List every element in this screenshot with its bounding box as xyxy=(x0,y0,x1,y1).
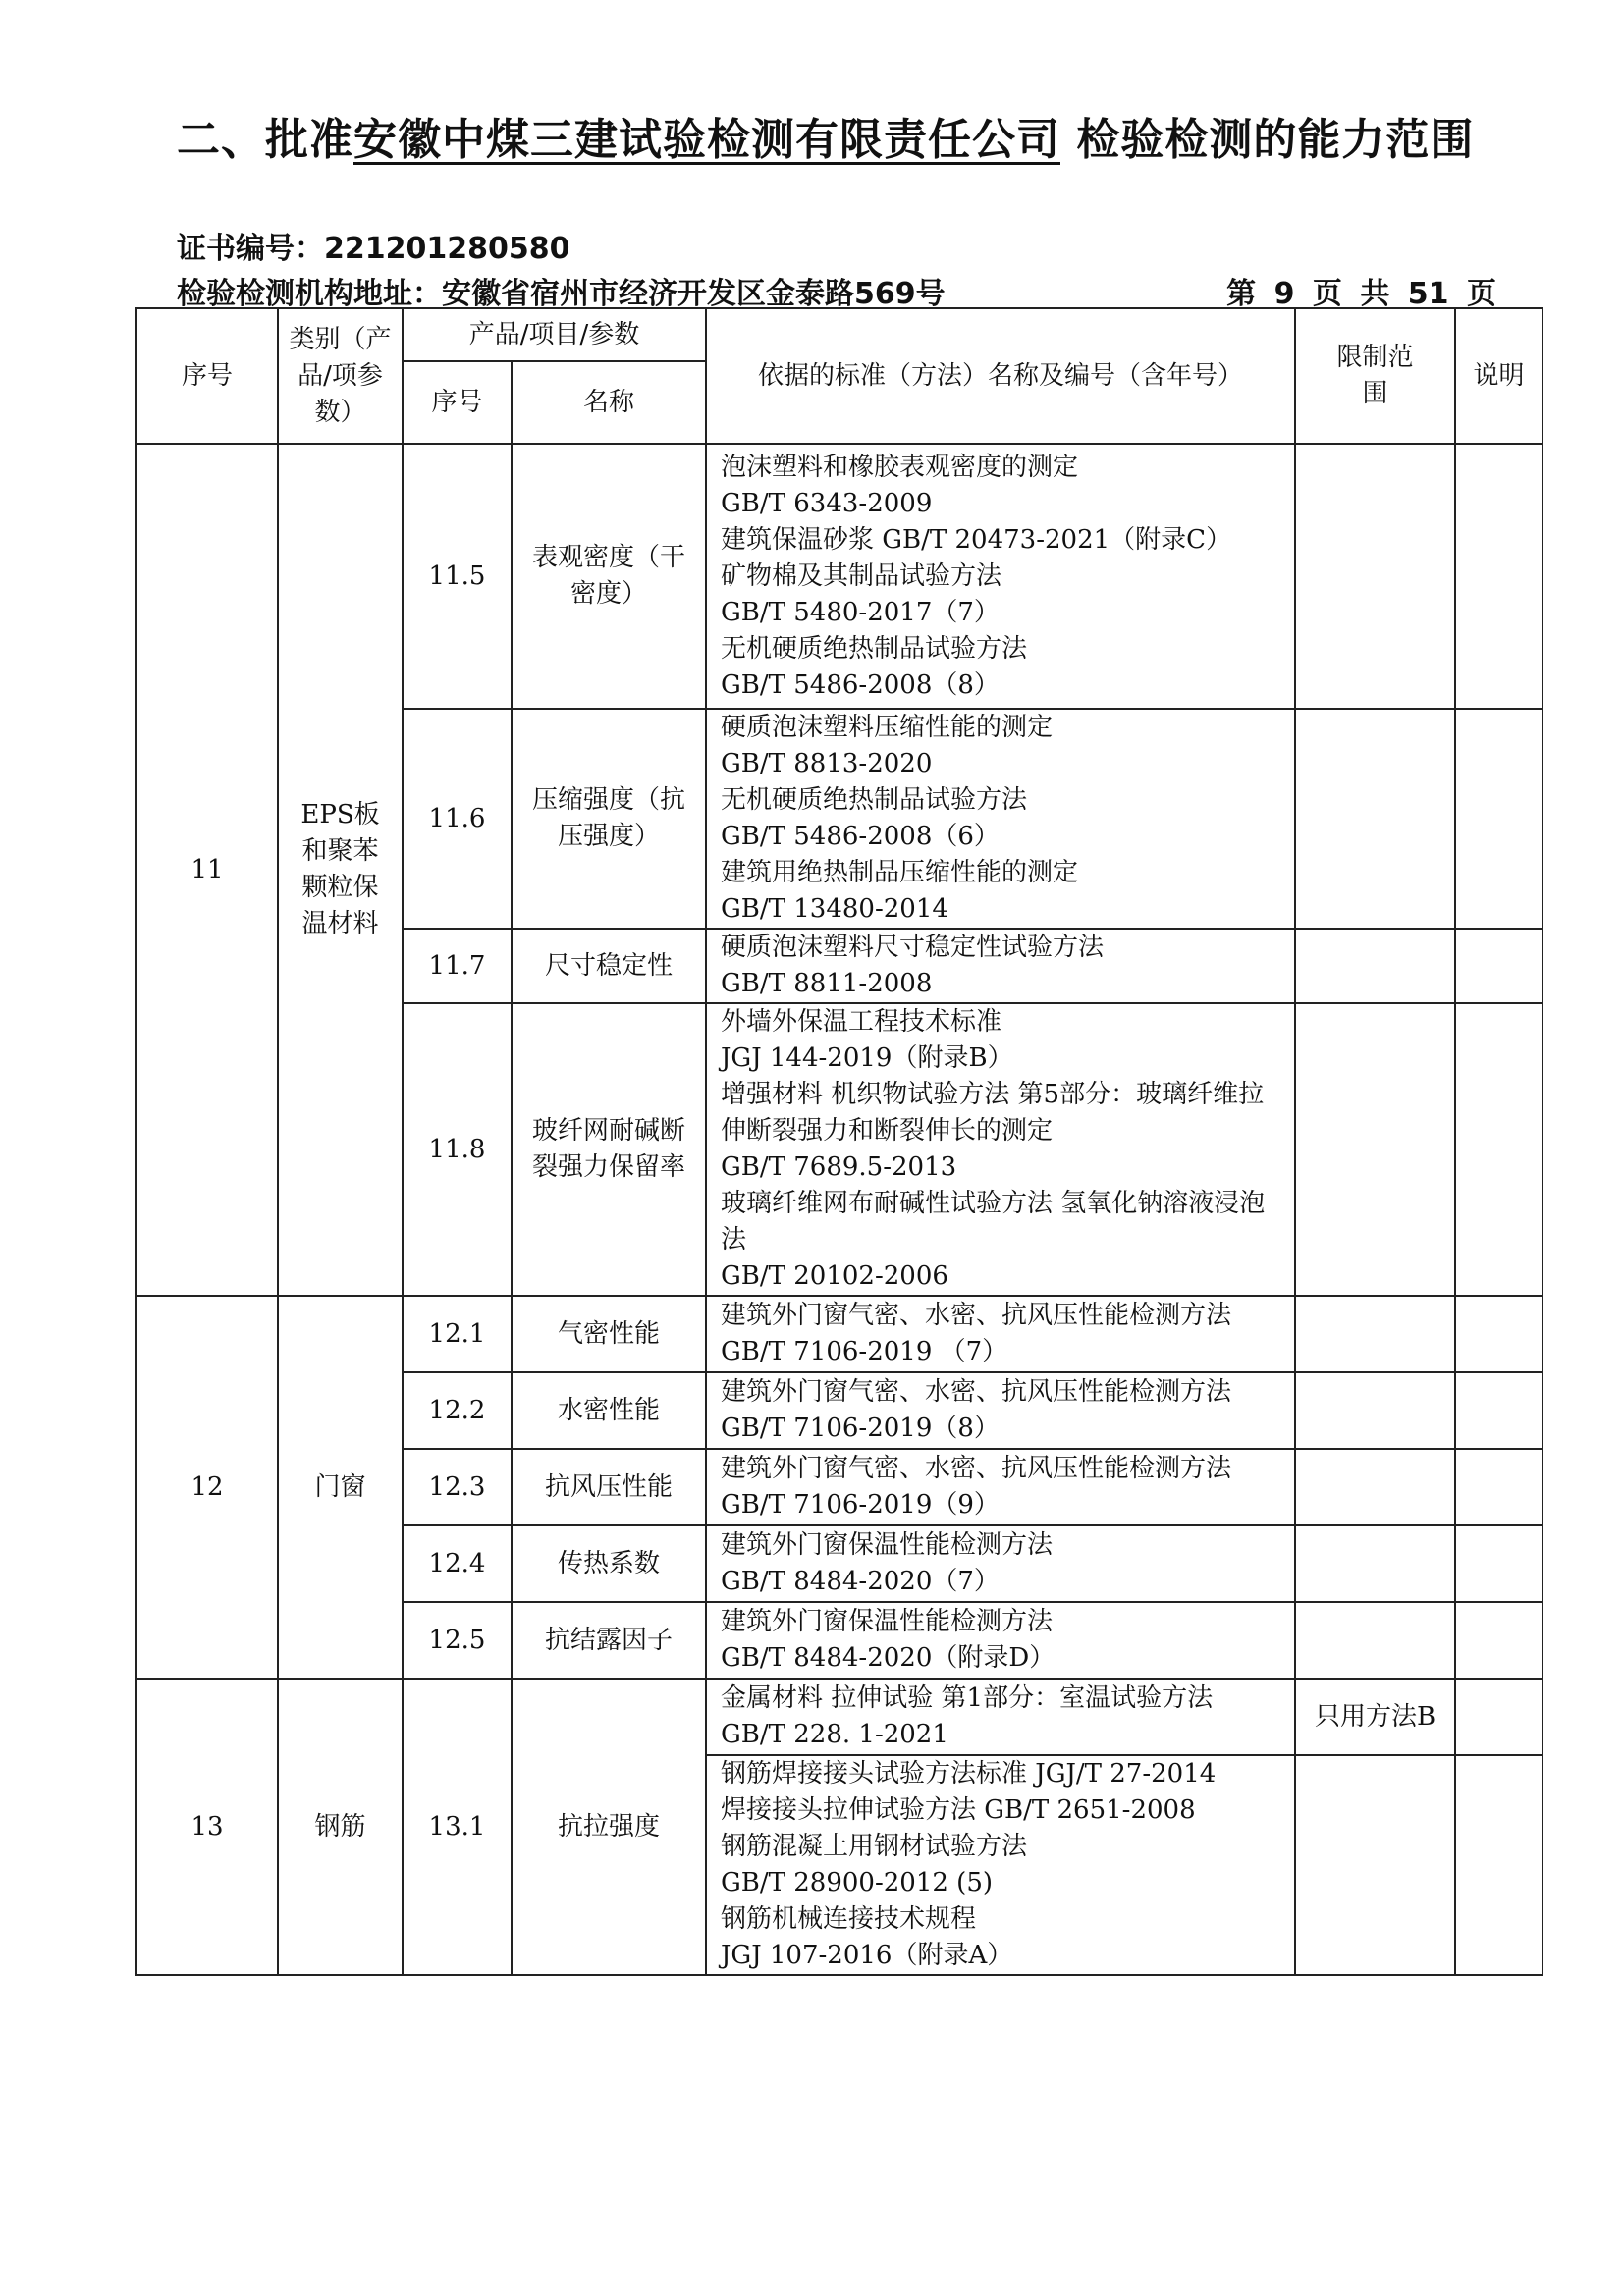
standard-line: 建筑用绝热制品压缩性能的测定 xyxy=(721,858,1079,887)
title-prefix: 二、批准 xyxy=(177,115,353,165)
title-organization: 安徽中煤三建试验检测有限责任公司 xyxy=(353,115,1060,165)
group-seq: 13 xyxy=(136,1679,278,1975)
limit-cell xyxy=(1295,1003,1455,1296)
address-value: 安徽省宿州市经济开发区金泰路569号 xyxy=(442,277,946,311)
page-title xyxy=(177,104,1551,167)
sub-seq: 12.2 xyxy=(403,1372,512,1449)
item-name: 气密性能 xyxy=(512,1296,706,1372)
standard-cell xyxy=(706,929,1295,1003)
sub-seq: 12.1 xyxy=(403,1296,512,1372)
limit-cell xyxy=(1295,1602,1455,1679)
limit-cell xyxy=(1295,1372,1455,1449)
header-sub-seq: 序号 xyxy=(403,361,512,444)
limit-cell xyxy=(1295,1449,1455,1525)
note-cell xyxy=(1455,1755,1543,1975)
sub-seq: 13.1 xyxy=(403,1679,512,1975)
address-line xyxy=(177,269,946,312)
note-cell xyxy=(1455,1296,1543,1372)
standard-line: 泡沫塑料和橡胶表观密度的测定 xyxy=(721,452,1079,482)
limit-cell xyxy=(1295,444,1455,709)
standard-cell xyxy=(706,1602,1295,1679)
header-standard: 依据的标准（方法）名称及编号（含年号） xyxy=(706,308,1295,444)
note-cell xyxy=(1455,1372,1543,1449)
standard-line: 无机硬质绝热制品试验方法 xyxy=(721,785,1028,815)
standard-line: 建筑外门窗保温性能检测方法 xyxy=(721,1530,1054,1560)
standard-cell: 建筑外门窗气密、水密、抗风压性能检测方法 GB/T 7106-2019 （7） xyxy=(706,1296,1295,1372)
header-category: 类别（产品/项参数） xyxy=(278,308,403,444)
note-cell xyxy=(1455,1449,1543,1525)
capability-table xyxy=(135,307,1543,1976)
certificate-number: 221201280580 xyxy=(324,232,570,266)
header-name: 名称 xyxy=(512,361,706,444)
limit-cell xyxy=(1295,929,1455,1003)
standard-cell: 建筑外门窗气密、水密、抗风压性能检测方法 GB/T 7106-2019（9） xyxy=(706,1449,1295,1525)
limit-cell xyxy=(1295,1755,1455,1975)
group-seq: 11 xyxy=(136,444,278,1296)
note-cell xyxy=(1455,929,1543,1003)
item-name: 表观密度（干密度） xyxy=(512,444,706,709)
standard-line: GB/T 28900-2012 (5) xyxy=(721,1868,993,1897)
standard-line: GB/T 5486-2008（6） xyxy=(721,822,1000,851)
sub-seq: 11.5 xyxy=(403,444,512,709)
standard-cell xyxy=(706,444,1295,709)
standard-line: JGJ 107-2016（附录A） xyxy=(721,1941,1013,1970)
table-row xyxy=(136,1296,1543,1372)
standard-line: 无机硬质绝热制品试验方法 xyxy=(721,633,1028,664)
address-label: 检验检测机构地址： xyxy=(177,277,442,311)
standard-line: GB/T 20102-2006 xyxy=(721,1261,948,1291)
standard-line: GB/T 8813-2020 xyxy=(721,749,933,778)
note-cell xyxy=(1455,1602,1543,1679)
standard-cell xyxy=(706,1003,1295,1296)
standard-cell xyxy=(706,1755,1295,1975)
standard-line: GB/T 13480-2014 xyxy=(721,894,948,924)
sub-seq: 11.8 xyxy=(403,1003,512,1296)
standard-cell: 金属材料 拉伸试验 第1部分：室温试验方法 GB/T 228. 1-2021 xyxy=(706,1679,1295,1755)
standard-line: GB/T 8484-2020（7） xyxy=(721,1567,1000,1596)
note-cell xyxy=(1455,444,1543,709)
standard-cell xyxy=(706,709,1295,929)
standard-line: 外墙外保温工程技术标准 xyxy=(721,1007,1002,1037)
sub-seq: 12.4 xyxy=(403,1525,512,1602)
note-cell xyxy=(1455,709,1543,929)
standard-cell: 建筑外门窗气密、水密、抗风压性能检测方法 GB/T 7106-2019（8） xyxy=(706,1372,1295,1449)
limit-cell: 只用方法B xyxy=(1295,1679,1455,1755)
sub-seq: 12.5 xyxy=(403,1602,512,1679)
item-name: 压缩强度（抗压强度） xyxy=(512,709,706,929)
standard-line: GB/T 5480-2017（7） xyxy=(721,597,1000,627)
standard-line: GB/T 6343-2009 xyxy=(721,488,933,518)
standard-line: 增强材料 机织物试验方法 第5部分：玻璃纤维拉伸断裂强力和断裂伸长的测定 xyxy=(721,1080,1265,1146)
standard-line: 玻璃纤维网布耐碱性试验方法 氢氧化钠溶液浸泡法 xyxy=(721,1189,1266,1255)
item-name: 抗拉强度 xyxy=(512,1679,706,1975)
sub-seq: 11.7 xyxy=(403,929,512,1003)
sub-seq: 11.6 xyxy=(403,709,512,929)
note-cell xyxy=(1455,1003,1543,1296)
note-cell xyxy=(1455,1525,1543,1602)
item-name: 抗风压性能 xyxy=(512,1449,706,1525)
limit-cell xyxy=(1295,709,1455,929)
header-seq: 序号 xyxy=(136,308,278,444)
page-info: 第 9 页 共 51 页 xyxy=(1226,277,1496,311)
standard-line: GB/T 7689.5-2013 xyxy=(721,1152,957,1182)
table-row xyxy=(136,444,1543,709)
title-suffix: 检验检测的能力范围 xyxy=(1076,115,1475,165)
header-note: 说明 xyxy=(1455,308,1543,444)
standard-line: 钢筋混凝土用钢材试验方法 xyxy=(721,1832,1028,1861)
group-category: 钢筋 xyxy=(278,1679,403,1975)
item-name: 抗结露因子 xyxy=(512,1602,706,1679)
limit-cell xyxy=(1295,1296,1455,1372)
certificate-label: 证书编号： xyxy=(177,232,324,266)
standard-line: JGJ 144-2019（附录B） xyxy=(721,1043,1013,1073)
standard-line: 建筑保温砂浆 GB/T 20473-2021（附录C） xyxy=(721,524,1232,555)
item-name: 传热系数 xyxy=(512,1525,706,1602)
group-category: EPS板和聚苯颗粒保温材料 xyxy=(278,444,403,1296)
header-limit: 限制范围 xyxy=(1295,308,1455,444)
standard-line: 钢筋焊接接头试验方法标准 JGJ/T 27-2014 xyxy=(721,1759,1217,1789)
table-row xyxy=(136,1679,1543,1755)
standard-cell xyxy=(706,1525,1295,1602)
standard-line: 钢筋机械连接技术规程 xyxy=(721,1904,977,1934)
standard-line: 硬质泡沫塑料压缩性能的测定 xyxy=(721,713,1054,742)
standard-line: 建筑外门窗保温性能检测方法 xyxy=(721,1607,1054,1636)
sub-seq: 12.3 xyxy=(403,1449,512,1525)
limit-cell xyxy=(1295,1525,1455,1602)
item-name: 尺寸稳定性 xyxy=(512,929,706,1003)
standard-line: GB/T 8484-2020（附录D） xyxy=(721,1643,1056,1673)
standard-line: 矿物棉及其制品试验方法 xyxy=(721,561,1002,591)
standard-line: GB/T 8811-2008 xyxy=(721,969,933,998)
group-category: 门窗 xyxy=(278,1296,403,1679)
standard-line: GB/T 5486-2008（8） xyxy=(721,669,1000,700)
item-name: 水密性能 xyxy=(512,1372,706,1449)
note-cell xyxy=(1455,1679,1543,1755)
standard-line: 焊接接头拉伸试验方法 GB/T 2651-2008 xyxy=(721,1795,1196,1825)
standard-line: 硬质泡沫塑料尺寸稳定性试验方法 xyxy=(721,933,1105,962)
item-name: 玻纤网耐碱断裂强力保留率 xyxy=(512,1003,706,1296)
header-product-group: 产品/项目/参数 xyxy=(403,308,706,361)
certificate-line xyxy=(177,224,570,267)
group-seq: 12 xyxy=(136,1296,278,1679)
